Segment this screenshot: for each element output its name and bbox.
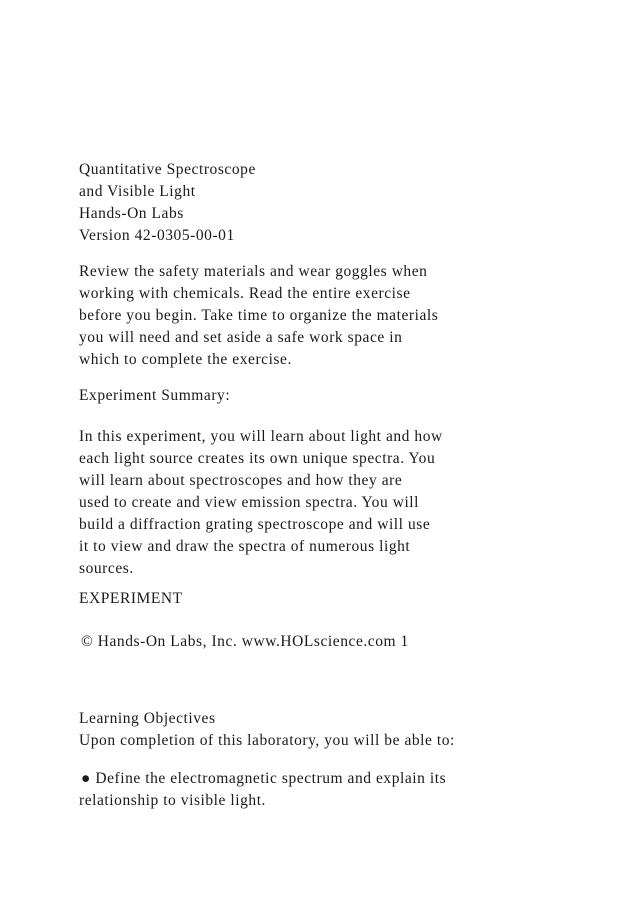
objective-item: relationship to visible light.: [79, 792, 266, 809]
summary-line: will learn about spectroscopes and how they are: [79, 472, 403, 489]
summary-heading: Experiment Summary:: [79, 387, 231, 404]
version-line: Version 42-0305-00-01: [79, 227, 235, 244]
objective-item: ● Define the electromagnetic spectrum and explain its: [81, 770, 447, 787]
intro-line: which to complete the exercise.: [79, 351, 292, 368]
objectives-heading: Learning Objectives: [79, 710, 216, 727]
title-line: Quantitative Spectroscope: [79, 161, 256, 178]
intro-line: before you begin. Take time to organize the materials: [79, 307, 439, 324]
experiment-heading: EXPERIMENT: [79, 590, 183, 607]
summary-line: sources.: [79, 560, 134, 577]
page-footer: © Hands-On Labs, Inc. www.HOLscience.com 1: [81, 633, 409, 650]
title-line: Hands-On Labs: [79, 205, 184, 222]
objectives-intro: Upon completion of this laboratory, you will be able to:: [79, 732, 455, 749]
summary-line: used to create and view emission spectra. You will: [79, 494, 420, 511]
summary-line: In this experiment, you will learn about light and how: [79, 428, 443, 445]
intro-line: you will need and set aside a safe work space in: [79, 329, 403, 346]
intro-line: working with chemicals. Read the entire exercise: [79, 285, 411, 302]
summary-line: each light source creates its own unique spectra. You: [79, 450, 436, 467]
title-line: and Visible Light: [79, 183, 196, 200]
summary-line: build a diffraction grating spectroscope and will use: [79, 516, 431, 533]
intro-line: Review the safety materials and wear goggles when: [79, 263, 428, 280]
summary-line: it to view and draw the spectra of numerous light: [79, 538, 411, 555]
